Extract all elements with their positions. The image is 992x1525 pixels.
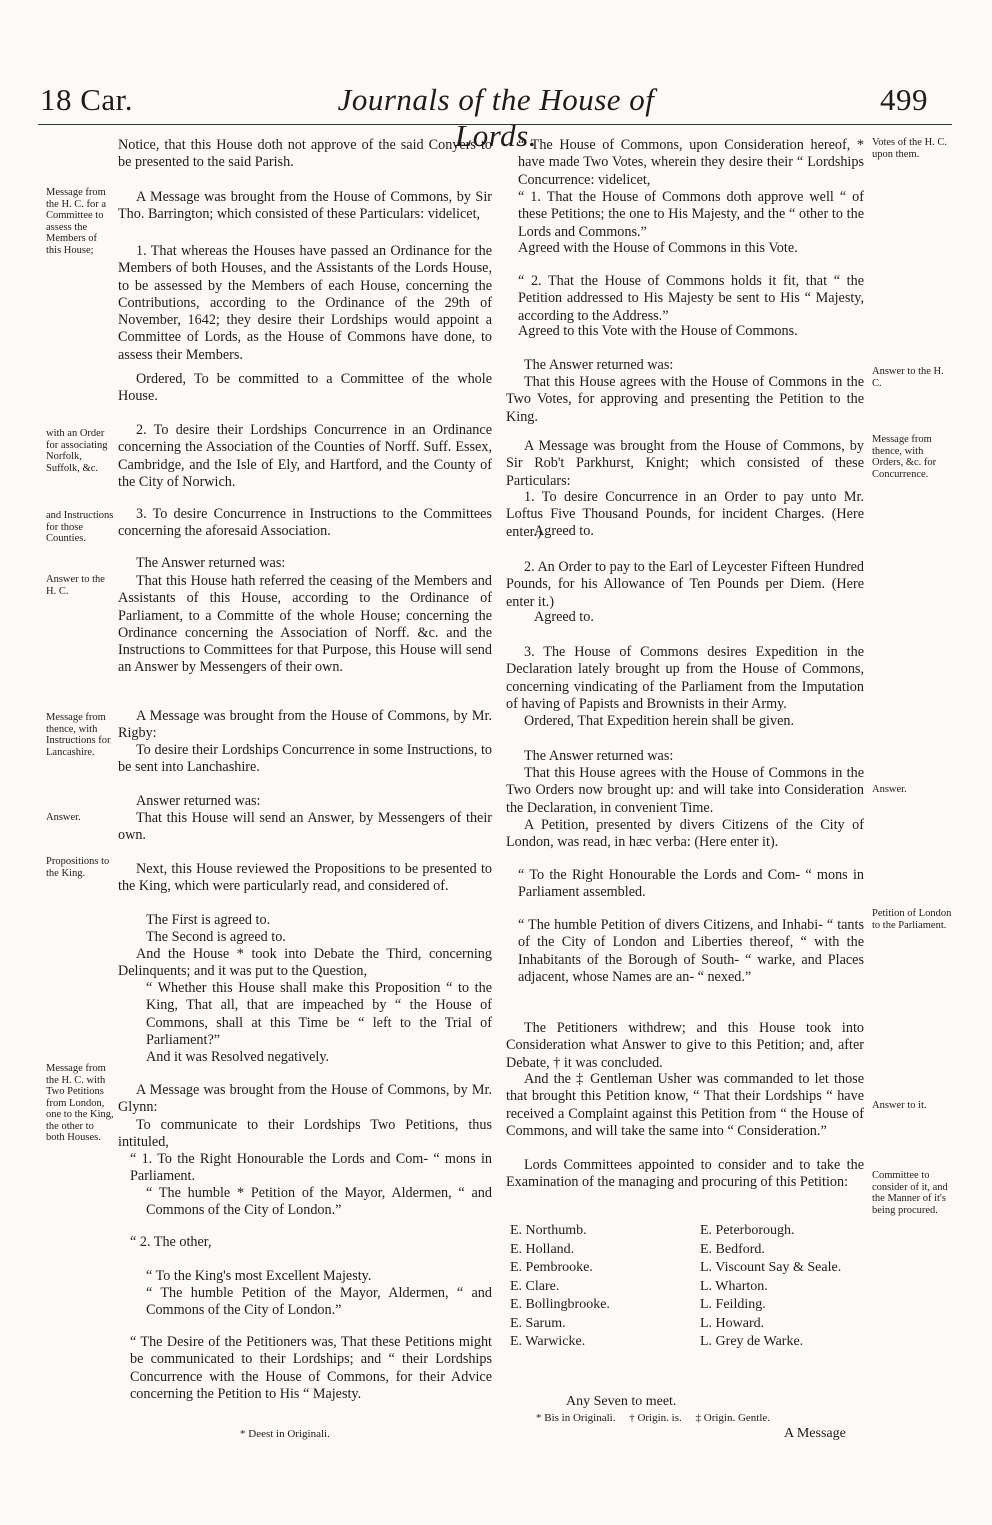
list-item: E. Warwicke. — [510, 1334, 586, 1349]
margin-note-london-petition: Petition of London to the Parliament. — [872, 908, 952, 931]
paragraph: The Answer returned was: — [524, 748, 674, 764]
paragraph: Notice, that this House doth not approve of the said Conyers to be presented to the said Parish. — [118, 137, 492, 171]
list-item: E. Sarum. — [510, 1315, 566, 1331]
margin-note-votes: Votes of the H. C. upon them. — [872, 137, 948, 160]
paragraph: The Second is agreed to. — [146, 929, 286, 945]
quotation: “ The humble Petition of the Mayor, Aldermen, “ and Commons of the City of London.” — [146, 1285, 492, 1319]
list-item: E. Peterborough. — [700, 1223, 795, 1238]
list-item: L. Howard. — [700, 1315, 765, 1331]
paragraph: 3. To desire Concurrence in Instructions to the Committees concerning the aforesaid Association. — [118, 506, 492, 540]
margin-note-propositions: Propositions to the King. — [46, 856, 110, 879]
paragraph: A Petition, presented by divers Citizens of the City of London, was read, in hæc verba: (Here enter it). — [506, 817, 864, 851]
page-number: 499 — [880, 82, 928, 117]
paragraph: Next, this House reviewed the Propositions to be presented to the King, which were particularly read, and considered of. — [118, 861, 492, 895]
paragraph: Agreed to this Vote with the House of Commons. — [518, 323, 798, 339]
paragraph: A Message was brought from the House of Commons, by Sir Tho. Barrington; which consisted of these Particulars: videlicet, — [118, 189, 492, 223]
list-item: E. Holland. — [510, 1241, 575, 1257]
margin-note-answer-to-it: Answer to it. — [872, 1100, 927, 1111]
quotation: “ The Desire of the Petitioners was, That these Petitions might be communicated to their Lordships; and “ their Lordships Concurrence with the House of Commons, for their Advice concerning the Petition to His “ Majesty. — [130, 1334, 492, 1402]
catchword: A Message — [784, 1426, 846, 1441]
paragraph: To desire their Lordships Concurrence in some Instructions, to be sent into Lanchashire. — [118, 742, 492, 776]
footnotes: * Bis in Originali. † Origin. is. ‡ Origin. Gentle. — [536, 1412, 771, 1424]
list-item: E. Northumb. — [510, 1223, 587, 1238]
margin-note-committee-consider: Committee to consider of it, and the Manner of it's being procured. — [872, 1170, 948, 1216]
list-item: E. Clare. — [510, 1278, 560, 1294]
paragraph: Ordered, That Expedition herein shall be given. — [524, 713, 795, 729]
list-item: L. Viscount Say & Seale. — [700, 1260, 842, 1275]
list-item: E. Pembrooke. — [510, 1260, 593, 1275]
list-item: L. Grey de Warke. — [700, 1334, 804, 1349]
paragraph: A Message was brought from the House of Commons, by Sir Rob't Parkhurst, Knight; which consisted of these Particulars: — [506, 438, 864, 489]
paragraph: That this House agrees with the House of Commons in the Two Orders now brought up: and will take into Consideration the Declaration, in convenient Time. — [506, 765, 864, 816]
paragraph: 1. To desire Concurrence in an Order to pay unto Mr. Loftus Five Thousand Pounds, for incident Charges. (Here enter.) — [506, 489, 864, 540]
paragraph: Ordered, To be committed to a Committee of the whole House. — [118, 371, 492, 405]
quotation: “ The humble * Petition of the Mayor, Aldermen, “ and Commons of the City of London.” — [146, 1185, 492, 1219]
margin-note-answer-hc: Answer to the H. C. — [872, 366, 944, 389]
paragraph: 2. An Order to pay to the Earl of Leycester Fifteen Hundred Pounds, for his Allowance of Ten Pounds per Diem. (Here enter it.) — [506, 559, 864, 610]
paragraph: To communicate to their Lordships Two Petitions, thus intituled, — [118, 1117, 492, 1151]
paragraph: A Message was brought from the House of Commons, by Mr. Glynn: — [118, 1082, 492, 1116]
margin-note-committee: Message from the H. C. for a Committee to assess the Members of this House; — [46, 187, 107, 256]
quotation: “ To the Right Honourable the Lords and Com- “ mons in Parliament assembled. — [518, 867, 864, 901]
paragraph: The Answer returned was: — [136, 555, 286, 571]
regnal-year: 18 Car. — [40, 82, 134, 117]
paragraph: A Message was brought from the House of Commons, by Mr. Rigby: — [118, 708, 492, 742]
paragraph: That this House hath referred the ceasing of the Members and Assistants of this House, according to the Ordinance of Parliament, to a Committe of the whole House; concerning the Ordinance concerning the Association of Norff. &c. and the Instructions to Committees for that Purpose, this House will send an Answer by Messengers of their own. — [118, 573, 492, 676]
paragraph: Agreed to. — [534, 523, 594, 539]
quotation: “ 1. To the Right Honourable the Lords and Com- “ mons in Parliament. — [130, 1151, 492, 1185]
left-column — [118, 137, 492, 1427]
paragraph: Agreed to. — [534, 609, 594, 625]
list-item: E. Bedford. — [700, 1241, 765, 1257]
margin-note-answer-3: Answer. — [872, 784, 907, 795]
paragraph: The Answer returned was: — [524, 357, 674, 373]
paragraph: And it was Resolved negatively. — [146, 1049, 330, 1065]
margin-note-association: with an Order for associating Norfolk, Suffolk, &c. — [46, 428, 108, 474]
list-item: L. Feilding. — [700, 1297, 766, 1312]
margin-note-answer: Answer to the H. C. — [46, 574, 105, 597]
paragraph: Answer returned was: — [136, 793, 261, 809]
page-title: Journals of the House of Lords. — [337, 82, 655, 153]
list-item: E. Bollingbrooke. — [510, 1297, 610, 1312]
paragraph: The Petitioners withdrew; and this House took into Consideration what Answer to give to this Petition; and, after Debate, † it was concluded. — [506, 1020, 864, 1071]
quotation: “ 2. That the House of Commons holds it fit, that “ the Petition addressed to His Majesty be sent to His “ Majesty, according to the Address.” — [518, 273, 864, 324]
paragraph: The First is agreed to. — [146, 912, 271, 928]
quotation: “ The House of Commons, upon Consideration hereof, * have made Two Votes, wherein they desire their “ Lordships Concurrence: videlicet, — [518, 137, 864, 188]
paragraph: That this House will send an Answer, by Messengers of their own. — [118, 810, 492, 844]
margin-note-answer-2: Answer. — [46, 812, 81, 823]
list-item: L. Wharton. — [700, 1278, 768, 1294]
margin-note-lancashire: Message from thence, with Instructions for Lancashire. — [46, 712, 111, 758]
footnote: * Deest in Originali. — [240, 1428, 330, 1440]
quotation: “ Whether this House shall make this Proposition “ to the King, That all, that are impeached by “ the House of Commons, shall at this Time be “ left to the Trial of Parliament?” — [146, 980, 492, 1048]
quorum-note: Any Seven to meet. — [566, 1394, 677, 1409]
paragraph: 2. To desire their Lordships Concurrence in an Ordinance concerning the Association of the Counties of Norff. Suff. Essex, Cambridge, and the Isle of Ely, and Hartford, and the County of the City of Norwich. — [118, 422, 492, 490]
paragraph: 1. That whereas the Houses have passed an Ordinance for the Members of both Houses, and the Assistants of the Lords House, to be assessed by the Members of each House, concerning the Contributions, according to the Ordinance of the 29th of November, 1642; they desire their Lordships would appoint a Committee of Lords, as the House of Commons have done, to assess their Members. — [118, 243, 492, 363]
quotation: “ 1. That the House of Commons doth approve well “ of these Petitions; the one to His Majesty, and the “ other to the Lords and Commons.” — [518, 189, 864, 240]
paragraph: 3. The House of Commons desires Expedition in the Declaration lately brought up from the House of Commons, concerning vindicating of the Parliament from the Imputation of having of Papists and Brownists in their Army. — [506, 644, 864, 712]
lords-list-left — [510, 1222, 610, 1352]
paragraph: And the ‡ Gentleman Usher was commanded to let those that brought this Petition know, “ That their Lordships “ have received a Complaint against this Petition from “ the House of Commons, and will take the same into “ Consideration.” — [506, 1071, 864, 1139]
quotation: “ To the King's most Excellent Majesty. — [146, 1268, 372, 1284]
lords-list-right — [700, 1222, 841, 1352]
margin-note-instructions: and Instructions for those Counties. — [46, 510, 114, 544]
header-rule — [38, 124, 952, 125]
paragraph: That this House agrees with the House of Commons in the Two Votes, for approving and presenting the Petition to the King. — [506, 374, 864, 425]
paragraph: Agreed with the House of Commons in this Vote. — [518, 240, 798, 256]
quotation: “ 2. The other, — [130, 1234, 212, 1250]
margin-note-orders: Message from thence, with Orders, &c. for Concurrence. — [872, 434, 937, 480]
paragraph: Lords Committees appointed to consider and to take the Examination of the managing and procuring of this Petition: — [506, 1157, 864, 1191]
quotation: “ The humble Petition of divers Citizens, and Inhabi- “ tants of the City of London and Liberties thereof, “ with the Inhabitants of the Borough of South- “ warke, and Places adjacent, whose Names are an- “ nexed.” — [518, 917, 864, 985]
paragraph: And the House * took into Debate the Third, concerning Delinquents; and it was put to the Question, — [118, 946, 492, 980]
margin-note-petitions: Message from the H. C. with Two Petitions from London, one to the King, the other to both Houses. — [46, 1063, 114, 1143]
